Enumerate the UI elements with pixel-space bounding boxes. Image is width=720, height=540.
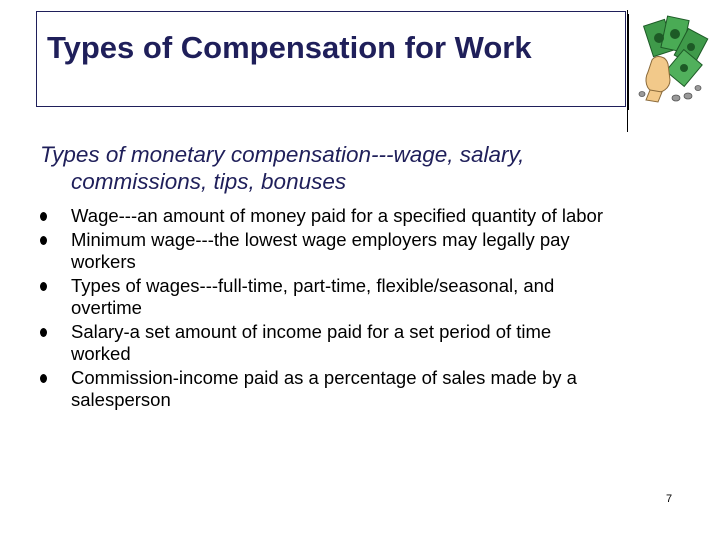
bullet-item-types-of-wages [40,275,690,320]
bullet-text-continued: worked [71,343,131,364]
bullet-text: Commission-income paid as a percentage of sales made by a [71,366,577,388]
bullet-text: Wage---an amount of money paid for a specified quantity of labor [71,205,603,226]
bullet-list [40,205,690,413]
page-number: 7 [666,493,673,505]
bullet-icon [40,236,47,245]
bullet-text-continued: workers [71,251,136,272]
heading-line-2: commissions, tips, bonuses [71,169,347,194]
heading-line-1: Types of monetary compensation---wage, salary, [40,142,525,167]
bullet-text: Minimum wage---the lowest wage employers may legally pay [71,228,570,250]
bullet-text-continued: overtime [71,297,142,318]
bullet-item-wage [40,205,690,228]
bullet-icon [40,282,47,291]
bullet-text-continued: salesperson [71,389,171,410]
section-heading [40,141,700,195]
bullet-item-salary [40,321,690,366]
slide-title: Types of Compensation for Work [47,30,532,65]
bullet-item-commission [40,367,690,412]
bullet-text: Salary-a set amount of income paid for a set period of time [71,320,552,342]
vertical-divider [627,10,628,132]
hand-holding-money-icon [636,14,712,110]
title-box [36,11,626,107]
bullet-icon [40,374,47,383]
bullet-text: Types of wages---full-time, part-time, flexible/seasonal, and [71,274,555,296]
bullet-item-minimum-wage [40,229,690,274]
bullet-icon [40,328,47,337]
bullet-icon [40,212,47,221]
